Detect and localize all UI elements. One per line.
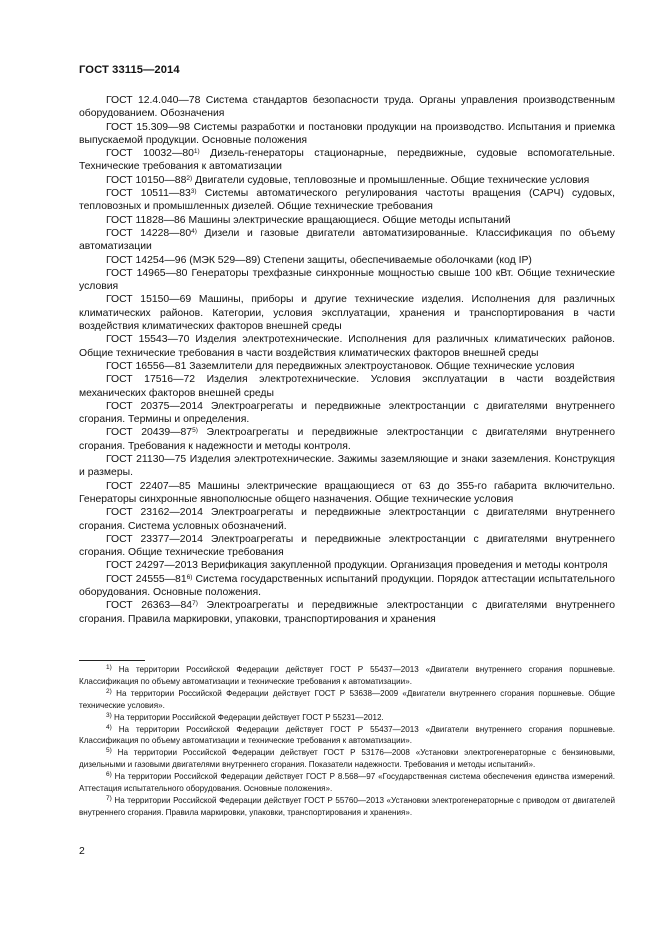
reference-code: ГОСТ 14965—80 [106, 267, 188, 279]
reference-code: ГОСТ 22407—85 [106, 480, 191, 492]
footnote-number: 3) [106, 711, 112, 719]
reference-code: ГОСТ 10511—83 [106, 188, 191, 200]
footnote-marker: 2) [186, 174, 193, 182]
reference-item [79, 227, 615, 254]
reference-item [79, 360, 615, 373]
footnote-marker: 1) [193, 148, 200, 156]
footnote [79, 664, 615, 688]
reference-title: Двигатели судовые, тепловозные и промышленные. Общие технические условия [195, 174, 590, 186]
reference-title: Дизели и газовые двигатели автоматизированные. Классификация по объему автоматизации [79, 227, 615, 253]
footnote-number: 6) [106, 771, 112, 779]
footnote [79, 771, 615, 795]
reference-code: ГОСТ 16556—81 [106, 360, 187, 372]
footnote-text: На территории Российской Федерации действует ГОСТ Р 53638—2009 «Двигатели внутреннего сгорания поршневые. Общие технические условия». [79, 688, 615, 710]
reference-title: Системы разработки и постановки продукции на производство. Испытания и приемка выпускаемой продукции. Основные положения [79, 121, 615, 146]
reference-code: ГОСТ 24297—2013 [106, 560, 198, 572]
reference-code: ГОСТ 17516—72 [106, 374, 196, 386]
reference-item [79, 373, 615, 400]
reference-code: ГОСТ 15543—70 [106, 334, 190, 346]
reference-title: Электроагрегаты и передвижные электростанции с двигателями внутреннего сгорания. Система условных обозначений. [79, 507, 615, 532]
footnote-text: На территории Российской Федерации действует ГОСТ Р 55437—2013 «Двигатели внутреннего сгорания поршневые. Классификация по объему автоматизации и технические требования к автоматизации». [79, 665, 615, 686]
footnote [79, 795, 615, 819]
reference-code: ГОСТ 15150—69 [106, 294, 192, 306]
footnote-number: 1) [106, 664, 112, 671]
reference-item [79, 599, 615, 626]
footnote-text: На территории Российской Федерации действует ГОСТ Р 8.568—97 «Государственная система обеспечения единства измерений. Аттестация испытательного оборудования. Основные положения». [79, 772, 616, 794]
reference-code: ГОСТ 15.309—98 [106, 121, 190, 133]
reference-title: Машины электрические вращающиеся. Общие методы испытаний [188, 214, 511, 226]
reference-item [79, 293, 615, 333]
reference-code: ГОСТ 23377—2014 [106, 533, 203, 545]
reference-code: ГОСТ 24555—81 [106, 573, 187, 585]
reference-item [79, 214, 615, 227]
reference-item [79, 480, 615, 507]
reference-item [79, 400, 615, 427]
reference-item [79, 94, 615, 121]
reference-item [79, 333, 615, 360]
normative-references-list [79, 94, 615, 626]
reference-item [79, 121, 615, 148]
reference-code: ГОСТ 10032—80 [106, 148, 194, 160]
reference-title: Степени защиты, обеспечиваемые оболочками (код IP) [263, 254, 532, 266]
footnote [79, 747, 615, 771]
footnote [79, 688, 615, 712]
reference-code: ГОСТ 12.4.040—78 [106, 95, 201, 106]
reference-code: ГОСТ 14254—96 (МЭК 529—89) [106, 254, 261, 266]
footnote-number: 4) [106, 723, 112, 731]
reference-title: Электроагрегаты и передвижные электростанции с двигателями внутреннего сгорания. Требования к надежности и методы контроля. [79, 427, 616, 452]
reference-title: Электроагрегаты и передвижные электростанции с двигателями внутреннего сгорания. Правила маркировки, упаковки, транспортирования и хранения [79, 600, 616, 625]
reference-title: Системы автоматического регулирования частоты вращения (САРЧ) судовых, тепловозных и промышленных дизелей. Общие технические требования [79, 188, 615, 213]
footnote [79, 712, 615, 724]
reference-title: Заземлители для передвижных электроустановок. Общие технические условия [189, 360, 575, 372]
footnote-separator [79, 660, 145, 661]
reference-title: Электроагрегаты и передвижные электростанции с двигателями внутреннего сгорания. Термины и определения. [79, 400, 615, 426]
footnote-number: 5) [106, 747, 112, 755]
reference-title: Система стандартов безопасности труда. Органы управления производственным оборудованием. Обозначения [79, 95, 615, 120]
reference-code: ГОСТ 10150—88 [106, 174, 187, 186]
reference-item [79, 174, 615, 187]
footnote-number: 7) [106, 794, 112, 802]
reference-item [79, 573, 615, 600]
reference-title: Система государственных испытаний продукции. Порядок аттестации испытательного оборудования. Основные положения. [79, 573, 616, 598]
footnote-marker: 3) [190, 188, 197, 196]
reference-item [79, 506, 615, 533]
footnotes-section [79, 664, 615, 819]
footnote-text: На территории Российской Федерации действует ГОСТ Р 53176—2008 «Установки электрогенераторные с бензиновыми, дизельными и газовыми двигателями внутреннего сгорания. Показатели надежности. Требования и методы испытаний». [79, 748, 615, 770]
footnote-marker: 6) [186, 573, 193, 581]
reference-item [79, 254, 615, 267]
reference-title: Дизель-генераторы стационарные, передвижные, судовые вспомогательные. Технические требования к автоматизации [79, 148, 616, 173]
reference-item [79, 147, 615, 174]
footnote-text: На территории Российской Федерации действует ГОСТ Р 55437—2013 «Двигатели внутреннего сгорания поршневые. Классификация по объему автоматизации и технические требования к автоматизации». [79, 724, 615, 746]
reference-code: ГОСТ 14228—80 [106, 227, 192, 239]
footnote-text: На территории Российской Федерации действует ГОСТ Р 55231—2012. [114, 712, 384, 722]
footnote-number: 2) [106, 687, 112, 695]
footnote [79, 724, 615, 748]
reference-item [79, 453, 615, 480]
reference-item [79, 426, 615, 453]
reference-title: Генераторы трехфазные синхронные мощностью свыше 100 кВт. Общие технические условия [79, 267, 615, 293]
reference-title: Машины электрические вращающиеся от 63 до 355-го габарита включительно. Генераторы синхронные явнополюсные общего назначения. Общие технические условия [79, 480, 615, 505]
document-header: ГОСТ 33115—2014 [79, 64, 180, 76]
reference-code: ГОСТ 21130—75 [106, 454, 187, 466]
reference-code: ГОСТ 11828—86 [106, 214, 186, 226]
reference-item [79, 267, 615, 294]
reference-code: ГОСТ 20439—87 [106, 427, 193, 439]
reference-item [79, 559, 615, 572]
reference-title: Изделия электротехнические. Исполнения для различных климатических районов. Общие технические требования в части воздействия климатических факторов внешней среды [79, 334, 616, 359]
reference-title: Электроагрегаты и передвижные электростанции с двигателями внутреннего сгорания. Общие технические требования [79, 533, 615, 559]
reference-code: ГОСТ 23162—2014 [106, 507, 203, 519]
footnote-marker: 7) [192, 600, 198, 608]
reference-item [79, 533, 615, 560]
reference-item [79, 187, 615, 214]
footnote-text: На территории Российской Федерации действует ГОСТ Р 55760—2013 «Установки электрогенераторные с приводом от двигателей внутреннего сгорания. Правила маркировки, упаковки, транспортирования и хранения». [79, 795, 616, 817]
reference-code: ГОСТ 20375—2014 [106, 400, 203, 412]
reference-title: Изделия электротехнические. Условия эксплуатации в части воздействия механических факторов внешней среды [79, 374, 616, 399]
reference-title: Верификация закупленной продукции. Организация проведения и методы контроля [200, 560, 608, 572]
footnote-marker: 4) [191, 227, 197, 235]
footnote-marker: 5) [192, 427, 198, 435]
page-number: 2 [79, 846, 85, 857]
reference-title: Машины, приборы и другие технические изделия. Исполнения для различных климатических районов. Категории, условия эксплуатации, хранения и транспортирования в части воздействия климатических факторов внешней среды [79, 294, 615, 333]
reference-title: Изделия электротехнические. Зажимы заземляющие и знаки заземления. Конструкция и размеры. [79, 454, 615, 479]
reference-code: ГОСТ 26363—84 [106, 600, 193, 612]
